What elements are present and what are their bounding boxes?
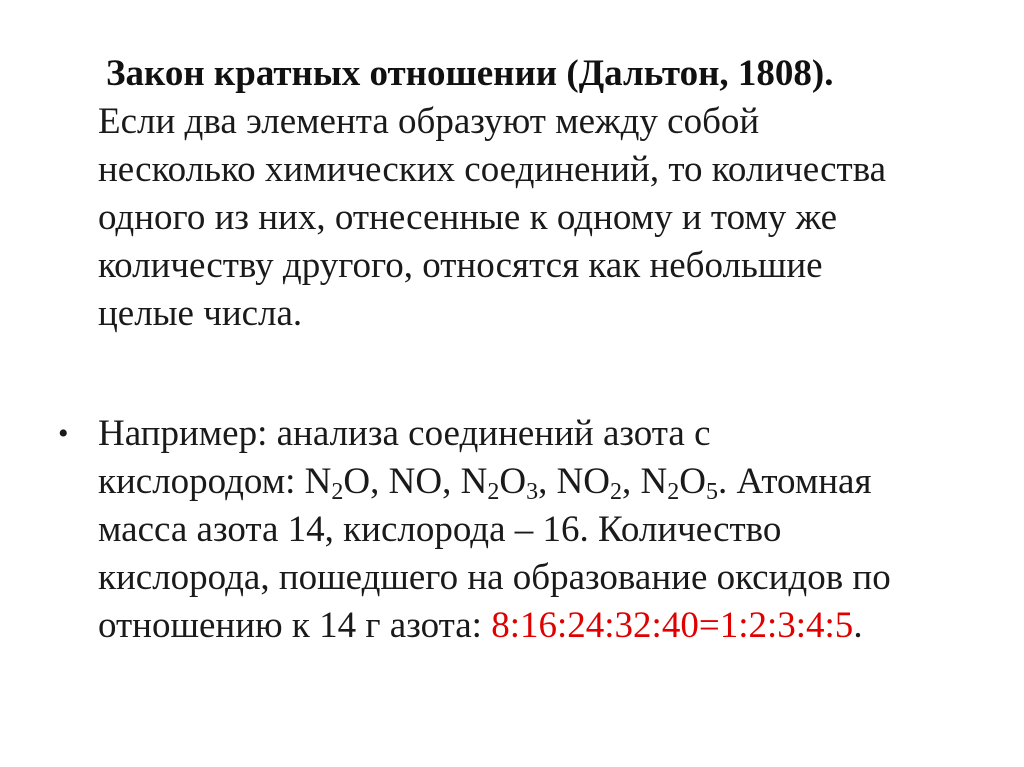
law-block — [98, 50, 978, 338]
example-line-3: масса азота 14, кислорода – 16. Количество — [98, 509, 782, 550]
example-line-5-prefix: отношению к 14 г азота: — [98, 605, 492, 646]
formula-no: NO — [388, 461, 443, 502]
ratio-highlight: 8:16:24:32:40=1:2:3:4:5 — [491, 605, 854, 646]
formula-n2o: $N_2O$ — [304, 461, 371, 505]
example-line-5-suffix: . — [853, 605, 863, 646]
formula-no2: $NO_2$ — [556, 461, 623, 505]
bullet-icon: • — [58, 417, 69, 450]
law-line: Если два элемента образуют между собой — [98, 101, 760, 142]
law-line: целые числа. — [98, 293, 303, 334]
example-line-2-suffix: . Атомная — [717, 461, 872, 502]
formula-n2o3: $N_2O_3$ — [460, 461, 539, 505]
example-line-2: кислородом: $N_2O$, NO, $N_2O_3$, $NO_2$, $N_2O_5$. Атомная — [98, 461, 872, 505]
example-block — [58, 410, 978, 650]
law-title: Закон кратных отношении (Дальтон, 1808). — [106, 53, 834, 94]
formula-n2o5: $N_2O_5$ — [640, 461, 718, 505]
law-line: количеству другого, относятся как небольшие — [98, 245, 823, 286]
example-line-1: Например: анализа соединений азота с — [98, 413, 711, 454]
example-line-5 — [98, 602, 978, 650]
example-line-2-prefix: кислородом: — [98, 461, 305, 502]
example-line-4: кислорода, пошедшего на образование оксидов по — [98, 557, 891, 598]
law-line: несколько химических соединений, то количества — [98, 149, 887, 190]
law-line: одного из них, отнесенные к одному и тому же — [98, 197, 838, 238]
